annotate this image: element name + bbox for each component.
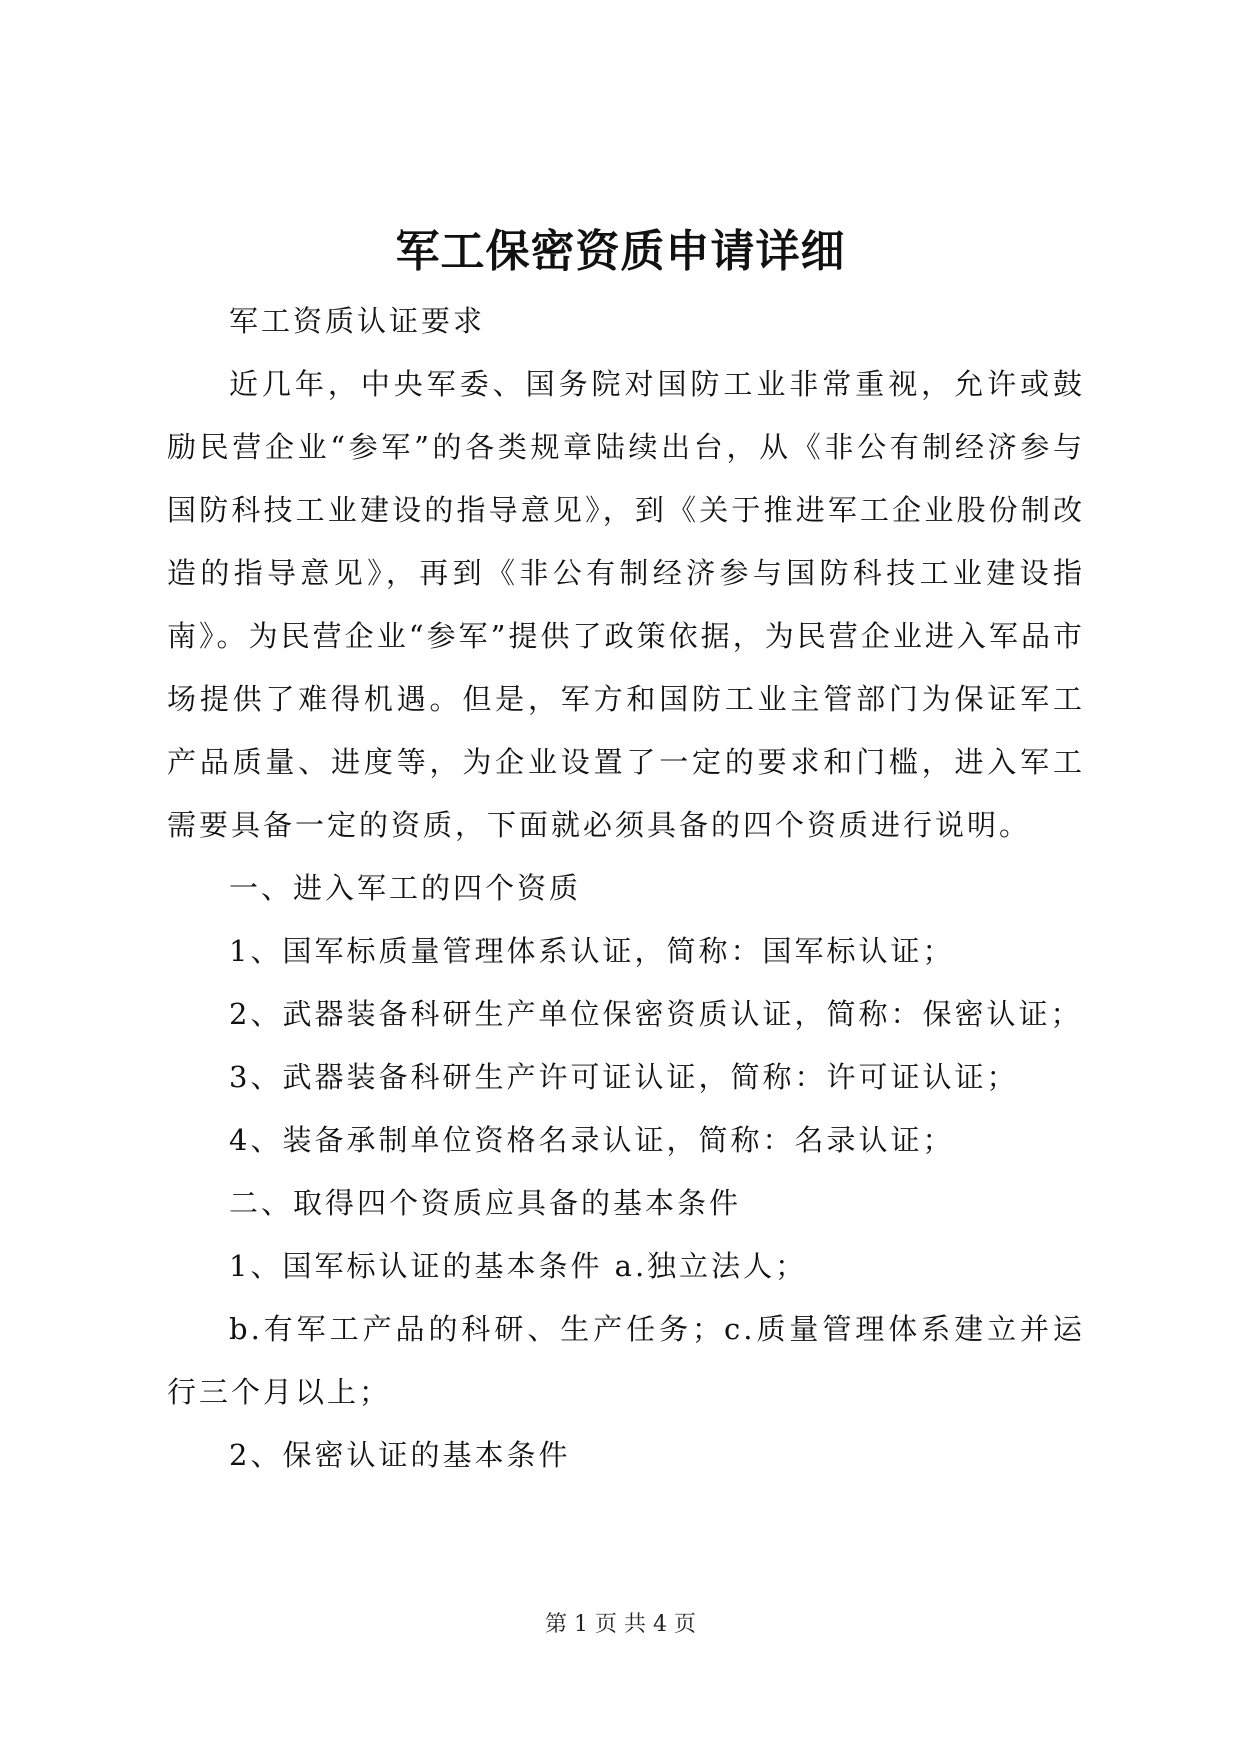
document-title: 军工保密资质申请详细	[395, 226, 846, 277]
list-item: 4、装备承制单位资格名录认证，简称：名录认证；	[229, 1123, 955, 1157]
list-item: 3、武器装备科研生产许可证认证，简称：许可证认证；	[229, 1060, 1019, 1094]
section-heading-two: 二、取得四个资质应具备的基本条件	[229, 1186, 742, 1220]
section-heading-one: 一、进入军工的四个资质	[229, 871, 582, 905]
list-item: 2、保密认证的基本条件	[229, 1438, 571, 1472]
list-item: 2、武器装备科研生产单位保密资质认证，简称：保密认证；	[229, 997, 1083, 1031]
page-footer: 第 1 页 共 4 页	[545, 1612, 696, 1637]
list-item: b.有军工产品的科研、生产任务；c.质量管理体系建立并运行三个月以上；	[167, 1312, 1085, 1409]
list-item: 1、国军标认证的基本条件 a.独立法人；	[229, 1249, 808, 1283]
paragraph-intro: 近几年，中央军委、国务院对国防工业非常重视，允许或鼓励民营企业“参军”的各类规章陆续出台，从《非公有制经济参与国防科技工业建设的指导意见》，到《关于推进军工企业股份制改造的指导意见》，再到《非公有制经济参与国防科技工业建设指南》。为民营企业“参军”提供了政策依据，为民营企业进入军品市场提供了难得机遇。但是，军方和国防工业主管部门为保证军工产品质量、进度等，为企业设置了一定的要求和门槛，进入军工需要具备一定的资质，下面就必须具备的四个资质进行说明。	[167, 367, 1085, 842]
list-item: 1、国军标质量管理体系认证，简称：国军标认证；	[229, 934, 955, 968]
document-body	[167, 290, 1085, 1487]
paragraph-heading: 军工资质认证要求	[229, 304, 486, 338]
